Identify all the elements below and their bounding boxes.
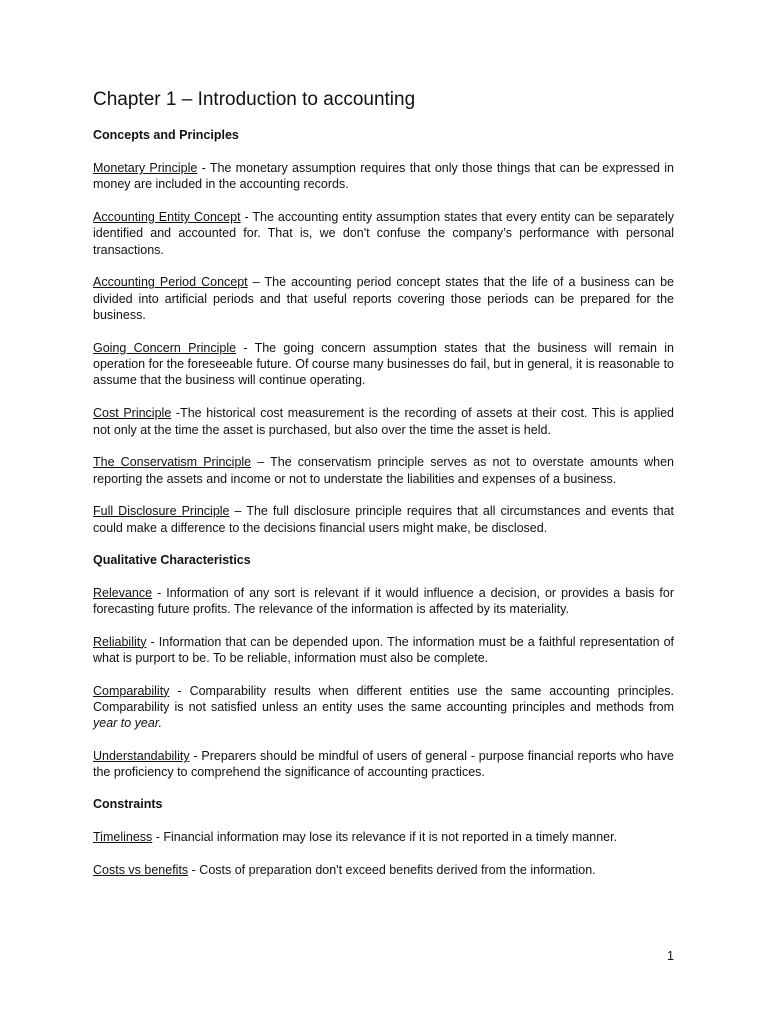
definition-text: Financial information may lose its relevance if it is not reported in a timely manner. [163, 830, 618, 845]
term-monetary-principle: Monetary Principle [93, 161, 198, 175]
definition-text: The historical cost measurement is the recording of assets at their cost. This is applied not only at the time the asset is purchased, but also over the time the asset is held. [93, 406, 675, 437]
definition-text: Preparers should be mindful of users of general - purpose financial reports who have the proficiency to comprehend the significance of accounting practices. [93, 749, 674, 780]
paragraph-timeliness [93, 829, 674, 845]
paragraph-going-concern-principle [93, 340, 674, 389]
term-costs-vs-benefits: Costs vs benefits [93, 863, 189, 878]
term-full-disclosure-principle: Full Disclosure Principle [93, 504, 230, 519]
term-relevance: Relevance [93, 585, 153, 600]
separator: - [188, 863, 200, 878]
term-understandability: Understandability [93, 749, 190, 764]
separator: - [197, 161, 210, 175]
section-heading-concepts: Concepts and Principles [93, 128, 239, 142]
paragraph-relevance [93, 585, 674, 618]
paragraph-full-disclosure-principle [93, 503, 674, 536]
paragraph-accounting-period-concept [93, 274, 674, 323]
paragraph-conservatism-principle [93, 454, 674, 487]
definition-text: Costs of preparation don't exceed benefits derived from the information. [199, 863, 596, 878]
section-heading-constraints: Constraints [93, 797, 163, 812]
separator: – [251, 455, 271, 470]
paragraph-monetary-principle [93, 160, 674, 193]
definition-text: The conservatism principle serves as not to overstate amounts when reporting the assets and income or not to understate the liabilities and expenses of a business. [93, 455, 675, 486]
paragraph-cost-principle [93, 405, 674, 438]
separator: - [236, 340, 255, 355]
separator: – [247, 275, 265, 290]
separator: - [240, 210, 253, 225]
page-content [93, 88, 674, 895]
term-cost-principle: Cost Principle [93, 406, 172, 421]
paragraph-comparability [93, 683, 674, 732]
paragraph-understandability [93, 748, 674, 781]
paragraph-accounting-entity-concept [93, 209, 674, 258]
separator: - [152, 830, 164, 845]
chapter-title: Chapter 1 – Introduction to accounting [93, 89, 416, 110]
paragraph-costs-vs-benefits [93, 862, 674, 878]
separator: - [169, 683, 190, 698]
definition-text: Information that can be depended upon. The information must be a faithful representation of what is purport to be. To be reliable, information must also be complete. [93, 634, 674, 665]
paragraph-reliability [93, 634, 674, 667]
term-comparability: Comparability [93, 683, 170, 698]
separator: – [229, 504, 247, 519]
section-heading-qualitative: Qualitative Characteristics [93, 552, 251, 567]
definition-text: Comparability results when different entities use the same accounting principles. Comparability is not satisfied unless an entity uses the same accounting principles and methods from [93, 683, 675, 715]
term-conservatism-principle: The Conservatism Principle [93, 455, 252, 470]
definition-text: The going concern assumption states that the business will remain in operation for the foreseeable future. Of course many businesses do fail, but in general, it is reasonable to assume that the business will continue operating. [93, 340, 674, 388]
definition-text: The monetary assumption requires that only those things that can be expressed in money are included in the accounting records. [93, 161, 674, 192]
term-going-concern-principle: Going Concern Principle [93, 340, 237, 355]
term-reliability: Reliability [93, 634, 147, 649]
definition-text: The full disclosure principle requires that all circumstances and events that could make a difference to the decisions financial users might make, be disclosed. [93, 504, 675, 535]
separator: - [146, 634, 159, 649]
definition-text: The accounting entity assumption states that every entity can be separately identified and accounted for. That is, we don't confuse the company’s performance with personal transactions. [93, 210, 674, 257]
page-number: 1 [667, 949, 674, 963]
definition-italic-text: year to year. [93, 716, 163, 731]
term-accounting-period-concept: Accounting Period Concept [93, 275, 248, 290]
term-timeliness: Timeliness [93, 830, 153, 845]
separator: - [152, 585, 167, 600]
separator: - [171, 406, 181, 421]
term-accounting-entity-concept: Accounting Entity Concept [93, 210, 241, 225]
definition-text: Information of any sort is relevant if it would influence a decision, or provides a basis for forecasting future profits. The relevance of the information is affected by its materiality. [93, 585, 675, 616]
separator: - [189, 749, 202, 764]
definition-text: The accounting period concept states that the life of a business can be divided into artificial periods and that useful reports covering those periods can be prepared for the business. [93, 275, 675, 323]
